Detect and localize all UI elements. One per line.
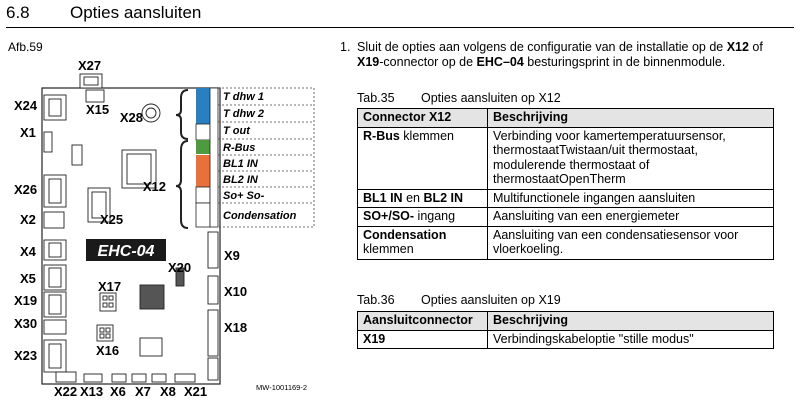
figure-label: Afb.59 xyxy=(8,40,43,54)
label-x5: X5 xyxy=(20,271,36,286)
board-components xyxy=(72,104,184,356)
label-x18: X18 xyxy=(224,320,248,335)
label-x1: X1 xyxy=(20,125,36,140)
label-x22: X22 xyxy=(54,384,78,399)
label-x16: X16 xyxy=(96,343,120,358)
label-x30: X30 xyxy=(14,316,38,331)
label-x6: X6 xyxy=(110,384,126,399)
table-row: X19 Verbindingskabeloptie "stille modus" xyxy=(358,330,774,349)
label-x26: X26 xyxy=(14,182,38,197)
terminal-label-bl1-in: BL1 IN xyxy=(223,158,258,170)
label-x15: X15 xyxy=(86,102,110,117)
label-x4: X4 xyxy=(20,244,36,259)
step-text: Sluit de opties aan volgens de configuratie van de installatie op de X12 of X19-connector op de EHC–04 besturingsprint in de binnenmodule. xyxy=(357,40,763,69)
table36-caption: Tab.36 Opties aansluiten op X19 xyxy=(357,293,561,307)
label-x12: X12 xyxy=(142,179,166,194)
terminal-label-t-dhw-1: T dhw 1 xyxy=(223,91,264,103)
label-x25: X25 xyxy=(100,212,124,227)
label-x17: X17 xyxy=(98,279,122,294)
table-row: Condensation klemmen Aansluiting van een condensatiesensor voor vloerkoeling. xyxy=(358,226,774,259)
figure-reference: MW-1001169-2 xyxy=(256,383,307,392)
label-x28: X28 xyxy=(119,110,143,125)
label-x23: X23 xyxy=(14,348,38,363)
terminal-label-condensation: Condensation xyxy=(223,210,297,222)
label-x9: X9 xyxy=(224,248,240,263)
section-number: 6.8 xyxy=(6,3,30,22)
section-title: Opties aansluiten xyxy=(70,3,202,22)
label-x8: X8 xyxy=(160,384,176,399)
terminal-label-t-dhw-2: T dhw 2 xyxy=(223,108,264,120)
bottom-connectors xyxy=(56,372,195,382)
table-row: R-Bus klemmen Verbinding voor kamertemperatuursensor, thermostaatTwistaan/uit thermostaat, modulerende thermostaat of thermostaatOpenTherm xyxy=(358,127,774,189)
label-x13: X13 xyxy=(80,384,104,399)
x28-brace xyxy=(176,90,188,139)
board-name: EHC-04 xyxy=(97,243,155,260)
x12-brace xyxy=(176,141,188,228)
label-x2: X2 xyxy=(20,212,36,227)
ehc04-board-diagram xyxy=(0,0,340,400)
terminal-label-so: So+ So- xyxy=(223,190,265,202)
label-x20: X20 xyxy=(168,260,192,275)
x12-terminal-block xyxy=(196,88,218,227)
table35-header: Connector X12 Beschrijving xyxy=(358,109,774,128)
board-outline xyxy=(42,88,220,384)
step-number: 1. xyxy=(340,40,351,54)
terminal-label-bl2-in: BL2 IN xyxy=(223,174,258,186)
table36-header: Aansluitconnector Beschrijving xyxy=(358,312,774,331)
label-x19: X19 xyxy=(14,293,38,308)
label-x27: X27 xyxy=(78,58,102,73)
label-x24: X24 xyxy=(14,98,38,113)
label-x7: X7 xyxy=(135,384,151,399)
table-row: SO+/SO- ingang Aansluiting van een energiemeter xyxy=(358,208,774,227)
right-connectors xyxy=(208,232,218,380)
table-row: BL1 IN en BL2 IN Multifunctionele ingangen aansluiten xyxy=(358,189,774,208)
table36 xyxy=(357,311,774,349)
label-x21: X21 xyxy=(184,384,208,399)
label-x10: X10 xyxy=(224,284,248,299)
table35 xyxy=(357,108,774,260)
table35-caption: Tab.35 Opties aansluiten op X12 xyxy=(357,91,561,105)
terminal-label-r-bus: R-Bus xyxy=(223,142,256,154)
top-connectors xyxy=(80,74,104,102)
left-connectors xyxy=(44,95,66,372)
terminal-label-t-out: T out xyxy=(223,125,250,137)
